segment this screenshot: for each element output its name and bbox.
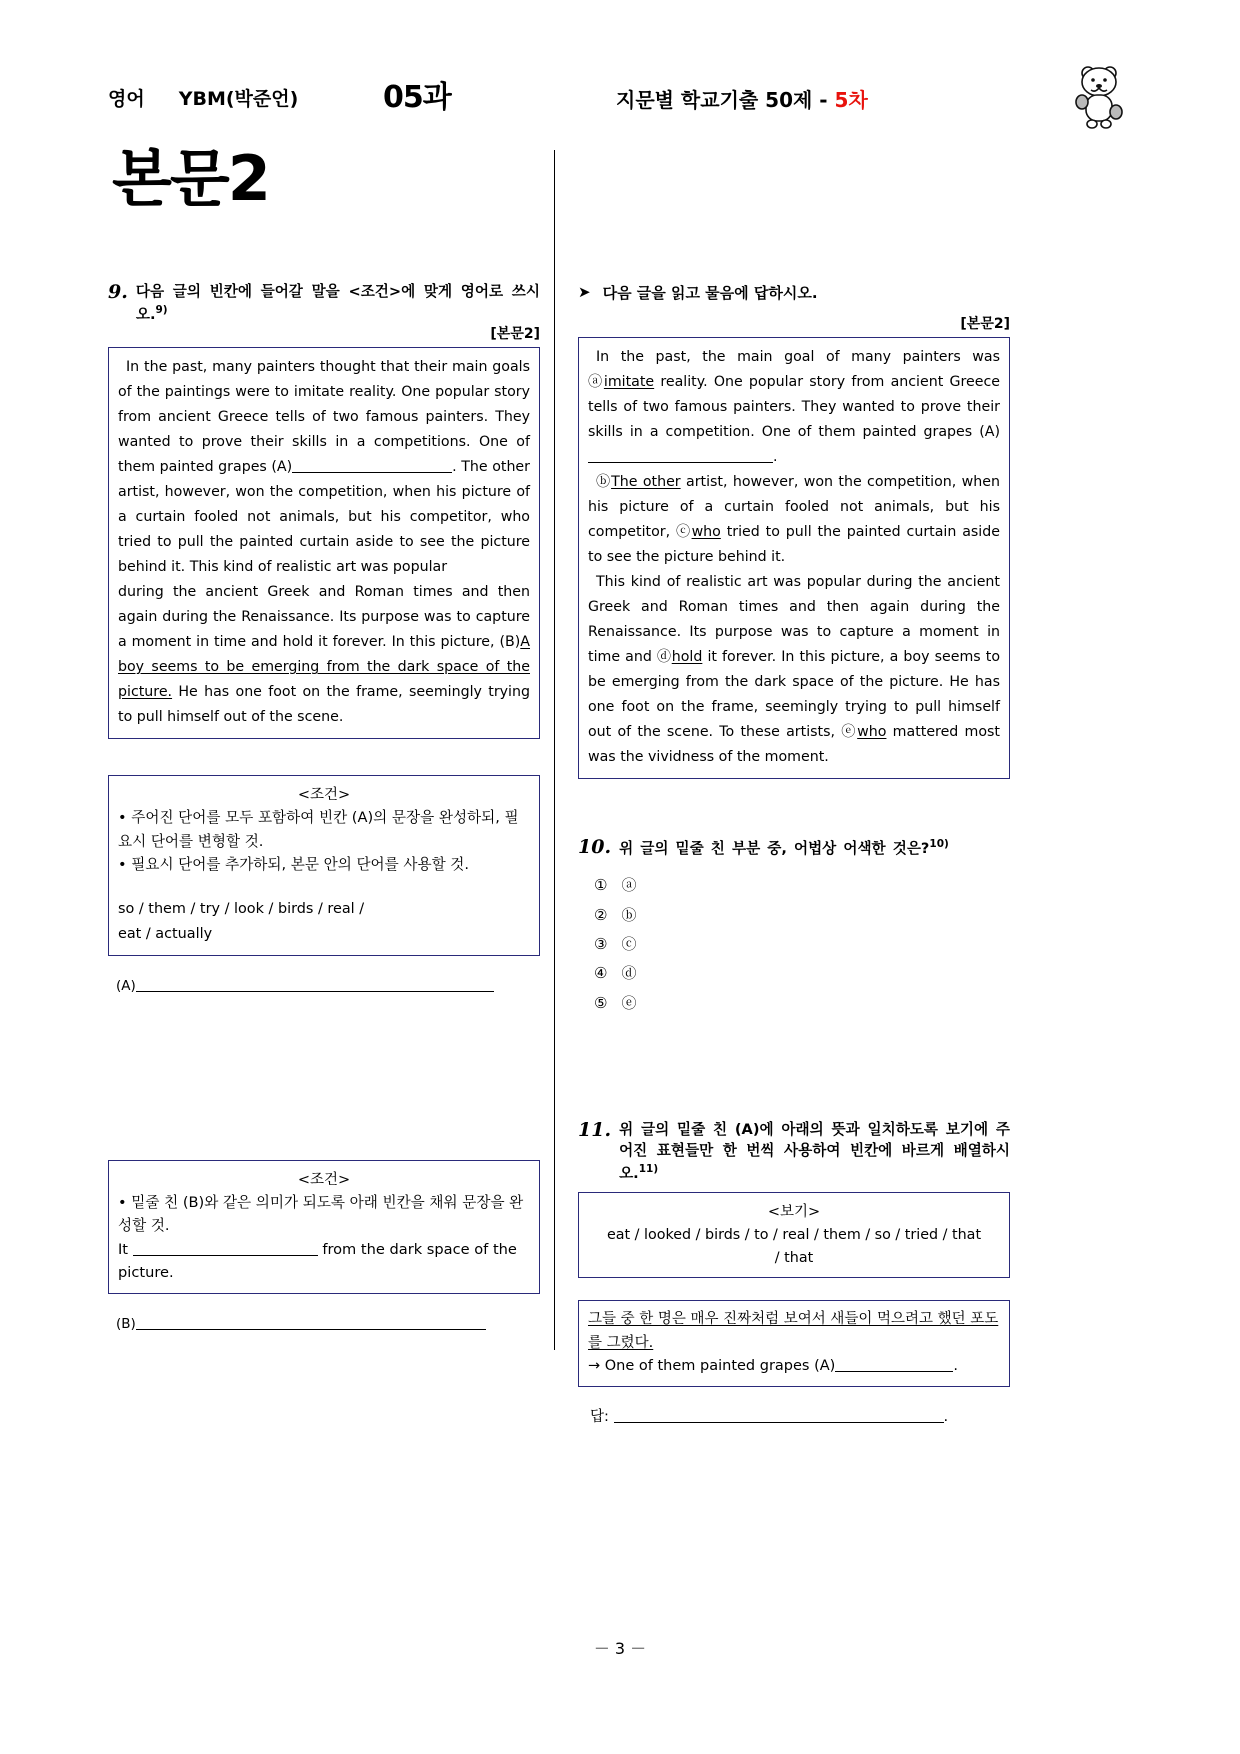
choice-label: ⓒ (621, 935, 637, 954)
rp-seg-8: mattered most was the vividness of the moment. (588, 723, 1000, 765)
header-series-text: 지문별 학교기출 50제 - (616, 88, 835, 112)
question-9-head (108, 282, 540, 325)
condition-sentence-suffix: from the dark space of the picture. (118, 1240, 517, 1282)
right-passage-box (578, 337, 1010, 779)
question-11-prompt-text: 위 글의 밑줄 친 (A)에 아래의 뜻과 일치하도록 보기에 주어진 표현들만 한 번씩 사용하여 빈칸에 바르게 배열하시오. (619, 1121, 1010, 1182)
condition-sentence (118, 1238, 530, 1285)
passage-seg-4: He has one foot on the frame, seemingly trying to pull himself out of the scene. (118, 684, 530, 726)
question-11-head (578, 1120, 1010, 1184)
choice-number: ③ (594, 935, 608, 954)
choice-option[interactable] (594, 901, 1010, 930)
question-9-tag: [본문2] (490, 326, 540, 343)
answer-a-rule[interactable] (136, 991, 494, 992)
answer-a-label: (A) (116, 977, 136, 994)
rp-seg-3: . (773, 448, 778, 465)
rp-seg-4: artist, however, won the competition, when his picture of a curtain fooled not animals, but his competitor, ⓒ (588, 473, 1000, 540)
question-10-prompt-text: 위 글의 밑줄 친 부분 중, 어법상 어색한 것은? (619, 839, 930, 857)
q11-meaning-body (588, 1308, 1000, 1378)
q11-answer-rule[interactable] (614, 1422, 944, 1423)
page-header (108, 78, 1132, 130)
rp-seg-1: In the past, the main goal of many painters was ⓐ (588, 349, 1000, 390)
passage-underline-b: A boy seems to be emerging from the dark space of the picture. (118, 634, 530, 701)
rp-underline-theother: The other (611, 473, 681, 490)
right-passage-paragraph-3 (588, 570, 1000, 770)
choice-number: ① (594, 876, 608, 895)
spacer (108, 739, 540, 775)
rp-underline-imitate: imitate (603, 373, 655, 390)
answer-b-rule[interactable] (136, 1329, 486, 1330)
question-11 (578, 1120, 1010, 1426)
choice-label: ⓑ (621, 905, 637, 924)
condition-box-1-body (118, 806, 530, 877)
q11-meaning-box (578, 1300, 1010, 1387)
q11-answer-label: 답: (590, 1409, 609, 1425)
reading-instruction (578, 282, 1010, 303)
header-subject: 영어 (108, 88, 145, 110)
choice-option[interactable] (594, 959, 1010, 988)
passage-seg-3: during the ancient Greek and Roman times and then again during the Renaissance. Its purpose was to capture a moment in time and hold it forever. In this picture, (B) (118, 584, 530, 651)
rp-circle-b: ⓑ (596, 473, 612, 490)
question-9-passage (118, 355, 530, 730)
question-10-number: 10. (578, 835, 612, 858)
rp-seg-7: it forever. In this picture, a boy seems to be emerging from the dark space of the picture. He has one foot on the frame, seemingly trying to pull himself out of the scene. To these artists, ⓔ (588, 648, 1001, 740)
question-11-prompt (619, 1120, 1010, 1184)
choice-label: ⓔ (621, 993, 637, 1012)
right-column (578, 282, 1010, 1432)
choice-label: ⓐ (621, 876, 637, 895)
q11-blank[interactable] (835, 1371, 953, 1372)
question-9 (108, 282, 540, 994)
question-10-footnote: 10) (929, 837, 949, 850)
question-9-prompt (136, 282, 540, 325)
bogi-line-2: / that (774, 1249, 814, 1266)
question-9-passage-box (108, 347, 540, 739)
rp-seg-6: This kind of realistic art was popular during the ancient Greek and Roman times and then again during the Renaissance. Its purpose was to capture a moment in time and ⓓ (588, 573, 1000, 665)
question-10 (578, 837, 1010, 1019)
reading-instruction-text: 다음 글을 읽고 물음에 답하시오. (602, 284, 818, 302)
rp-underline-who-e: who (857, 723, 887, 740)
condition-box-2-title: <조건> (297, 1171, 351, 1188)
q11-answer-line[interactable] (578, 1405, 1010, 1426)
header-series (616, 84, 868, 113)
bogi-title: <보기> (767, 1204, 821, 1221)
choice-number: ② (594, 905, 608, 924)
q11-english-line (588, 1355, 1000, 1378)
q11-english-end: . (953, 1357, 958, 1374)
condition-box-1-words (118, 897, 530, 947)
column-divider (554, 150, 555, 1350)
q11-answer-period: . (943, 1409, 949, 1425)
condition-item: • 필요시 단어를 추가하되, 본문 안의 단어를 사용할 것. (118, 856, 470, 874)
question-11-number: 11. (578, 1119, 612, 1142)
spacer (578, 1278, 1010, 1300)
condition-sentence-blank[interactable] (133, 1255, 318, 1256)
right-passage-tag: [본문2] (960, 316, 1010, 332)
condition-box-2 (108, 1160, 540, 1295)
header-left-group (108, 84, 298, 111)
header-lesson: 05과 (383, 80, 451, 115)
blank-a-inline (292, 472, 452, 473)
choice-option[interactable] (594, 989, 1010, 1018)
rp-underline-who-c: who (691, 523, 721, 540)
question-9-footnote: 9) (155, 303, 168, 316)
choice-number: ④ (594, 964, 608, 983)
question-10-prompt (619, 837, 1010, 860)
passage-paragraph-2 (118, 580, 530, 730)
rp-seg-2: reality. One popular story from ancient Greece tells of two famous painters. They wanted to prove their skills in a competition. One of them painted grapes (A) (588, 373, 1000, 440)
question-9-prompt-text: 다음 글의 빈칸에 들어갈 말을 <조건>에 맞게 영어로 쓰시오. (135, 283, 540, 323)
bear-mascot-icon (1070, 64, 1132, 130)
header-series-accent: 5차 (834, 88, 868, 112)
left-column (108, 282, 540, 1332)
condition-box-1-title: <조건> (297, 787, 351, 804)
condition-item: • 주어진 단어를 모두 포함하여 빈칸 (A)의 문장을 완성하되, 필요시 단어를 변형할 것. (118, 809, 519, 850)
rp-seg-5: tried to pull the painted curtain aside to see the picture behind it. (588, 523, 1000, 565)
answer-line-a[interactable] (108, 978, 540, 994)
question-11-footnote: 11) (638, 1162, 659, 1175)
header-book: YBM(박준언) (178, 88, 299, 110)
question-9-number: 9. (108, 281, 128, 303)
answer-line-b[interactable] (108, 1316, 540, 1332)
page-title: 본문2 (112, 142, 269, 215)
choice-option[interactable] (594, 930, 1010, 959)
blank-a-right (588, 462, 773, 463)
q11-english-text: → One of them painted grapes (A) (588, 1357, 836, 1374)
question-10-choices (578, 871, 1010, 1018)
passage-seg-2: . The other artist, however, won the competition, when his picture of a curtain fooled not animals, but his competitor, who tried to pull the painted curtain aside to see the picture behind it. This kind of realistic art was popular (118, 459, 530, 576)
page-number: － 3 － (593, 1639, 647, 1658)
right-passage-paragraph-2 (588, 470, 1000, 570)
rp-underline-hold: hold (671, 648, 703, 665)
word-bank-line: so / them / try / look / birds / real / (118, 900, 365, 917)
spacer (578, 1024, 1010, 1120)
bogi-word-bank (588, 1224, 1000, 1269)
condition-sentence-prefix: It (118, 1240, 129, 1258)
answer-b-label: (B) (116, 1316, 136, 1333)
right-passage (588, 345, 1000, 770)
choice-label: ⓓ (621, 964, 637, 983)
question-10-head (578, 837, 1010, 860)
bogi-box (578, 1192, 1010, 1278)
condition-box-1 (108, 775, 540, 955)
right-passage-paragraph-1 (588, 345, 1000, 470)
passage-paragraph-1 (118, 355, 530, 580)
spacer (108, 1000, 540, 1160)
condition-box-2-body (118, 1191, 530, 1286)
choice-number: ⑤ (594, 993, 608, 1012)
spacer (578, 779, 1010, 837)
q11-korean-meaning: 그들 중 한 명은 매우 진짜처럼 보여서 새들이 먹으려고 했던 포도를 그렸다. (588, 1311, 999, 1351)
choice-option[interactable] (594, 871, 1010, 900)
word-bank-line: eat / actually (118, 925, 213, 942)
bogi-line-1: eat / looked / birds / to / real / them / so / tried / that (606, 1227, 982, 1244)
passage-seg-1: In the past, many painters thought that their main goals of the paintings were to imitate reality. One popular story from ancient Greece tells of two famous painters. They wanted to prove their skills in a competitions. One of them painted grapes (A) (118, 359, 530, 476)
condition-item: • 밑줄 친 (B)와 같은 의미가 되도록 아래 빈칸을 채워 문장을 완성할 것. (118, 1193, 524, 1235)
arrow-right-icon: ➤ (578, 283, 591, 301)
